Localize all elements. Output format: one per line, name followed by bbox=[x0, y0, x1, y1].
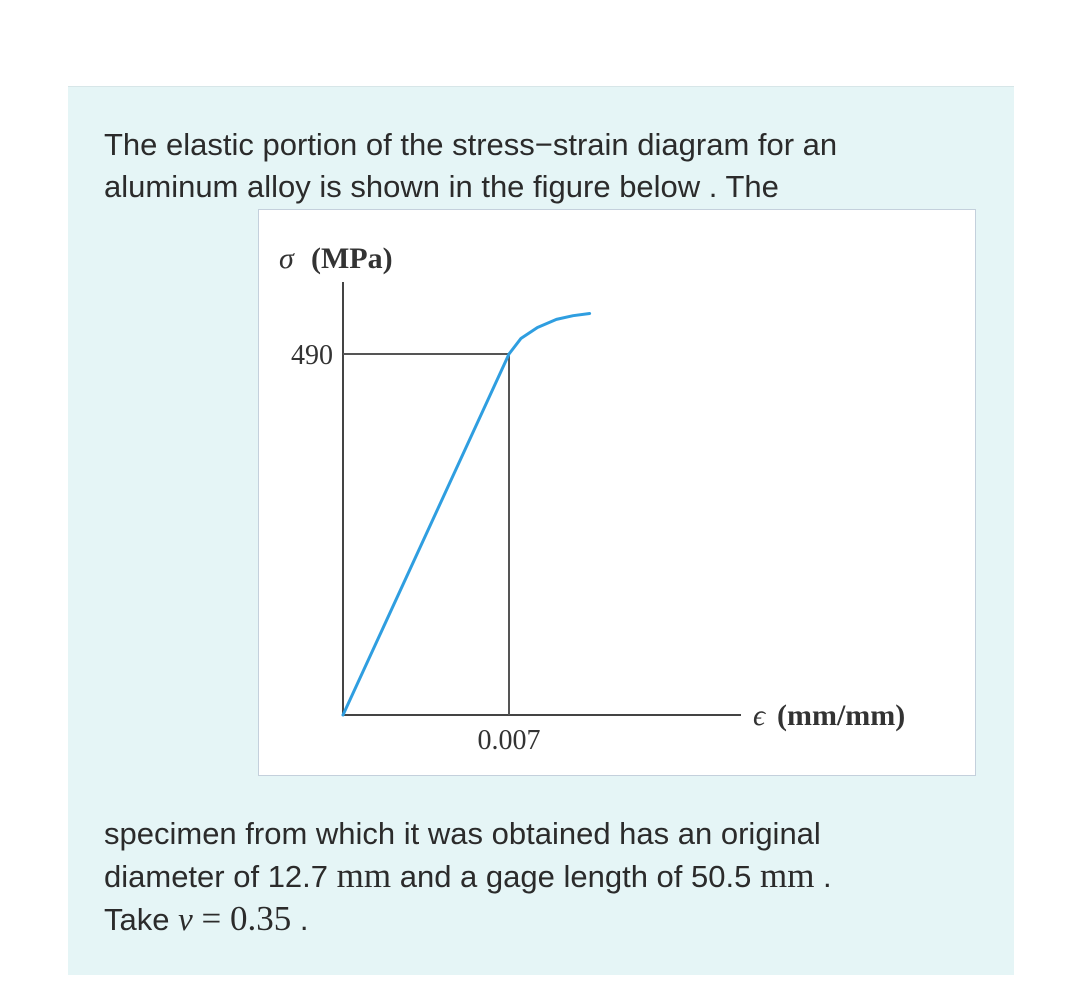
outro-line-1: specimen from which it was obtained has an original bbox=[104, 816, 821, 851]
x-axis-label: (mm/mm) bbox=[777, 699, 906, 732]
poisson-value: 0.35 bbox=[230, 899, 292, 938]
outro-line-2-start: diameter of 12.7 bbox=[104, 859, 337, 894]
poisson-variable: v bbox=[178, 902, 193, 938]
y-axis-symbol: σ bbox=[279, 242, 294, 275]
y-axis-label: (MPa) bbox=[311, 242, 393, 275]
outro-line-2-end: . bbox=[814, 859, 832, 894]
y-tick-label: 490 bbox=[291, 340, 333, 371]
outro-line-2-middle: and a gage length of 50.5 bbox=[391, 859, 760, 894]
question-outro bbox=[104, 813, 984, 941]
intro-line-1: The elastic portion of the stress−strain diagram for an bbox=[104, 127, 838, 162]
stress-strain-chart bbox=[259, 210, 977, 777]
x-tick-label: 0.007 bbox=[477, 725, 541, 756]
intro-line-2: aluminum alloy is shown in the figure below . The bbox=[104, 169, 779, 204]
unit-mm-1: mm bbox=[336, 856, 392, 895]
equals-sign: = bbox=[192, 899, 231, 938]
outro-line-3-end: . bbox=[291, 902, 309, 937]
stress-strain-curve bbox=[343, 313, 590, 715]
unit-mm-2: mm bbox=[759, 856, 815, 895]
x-axis-symbol: ϵ bbox=[753, 699, 766, 732]
question-intro bbox=[104, 124, 984, 208]
question-card bbox=[68, 86, 1014, 975]
outro-line-3-start: Take bbox=[104, 902, 179, 937]
stress-strain-figure bbox=[258, 209, 976, 776]
